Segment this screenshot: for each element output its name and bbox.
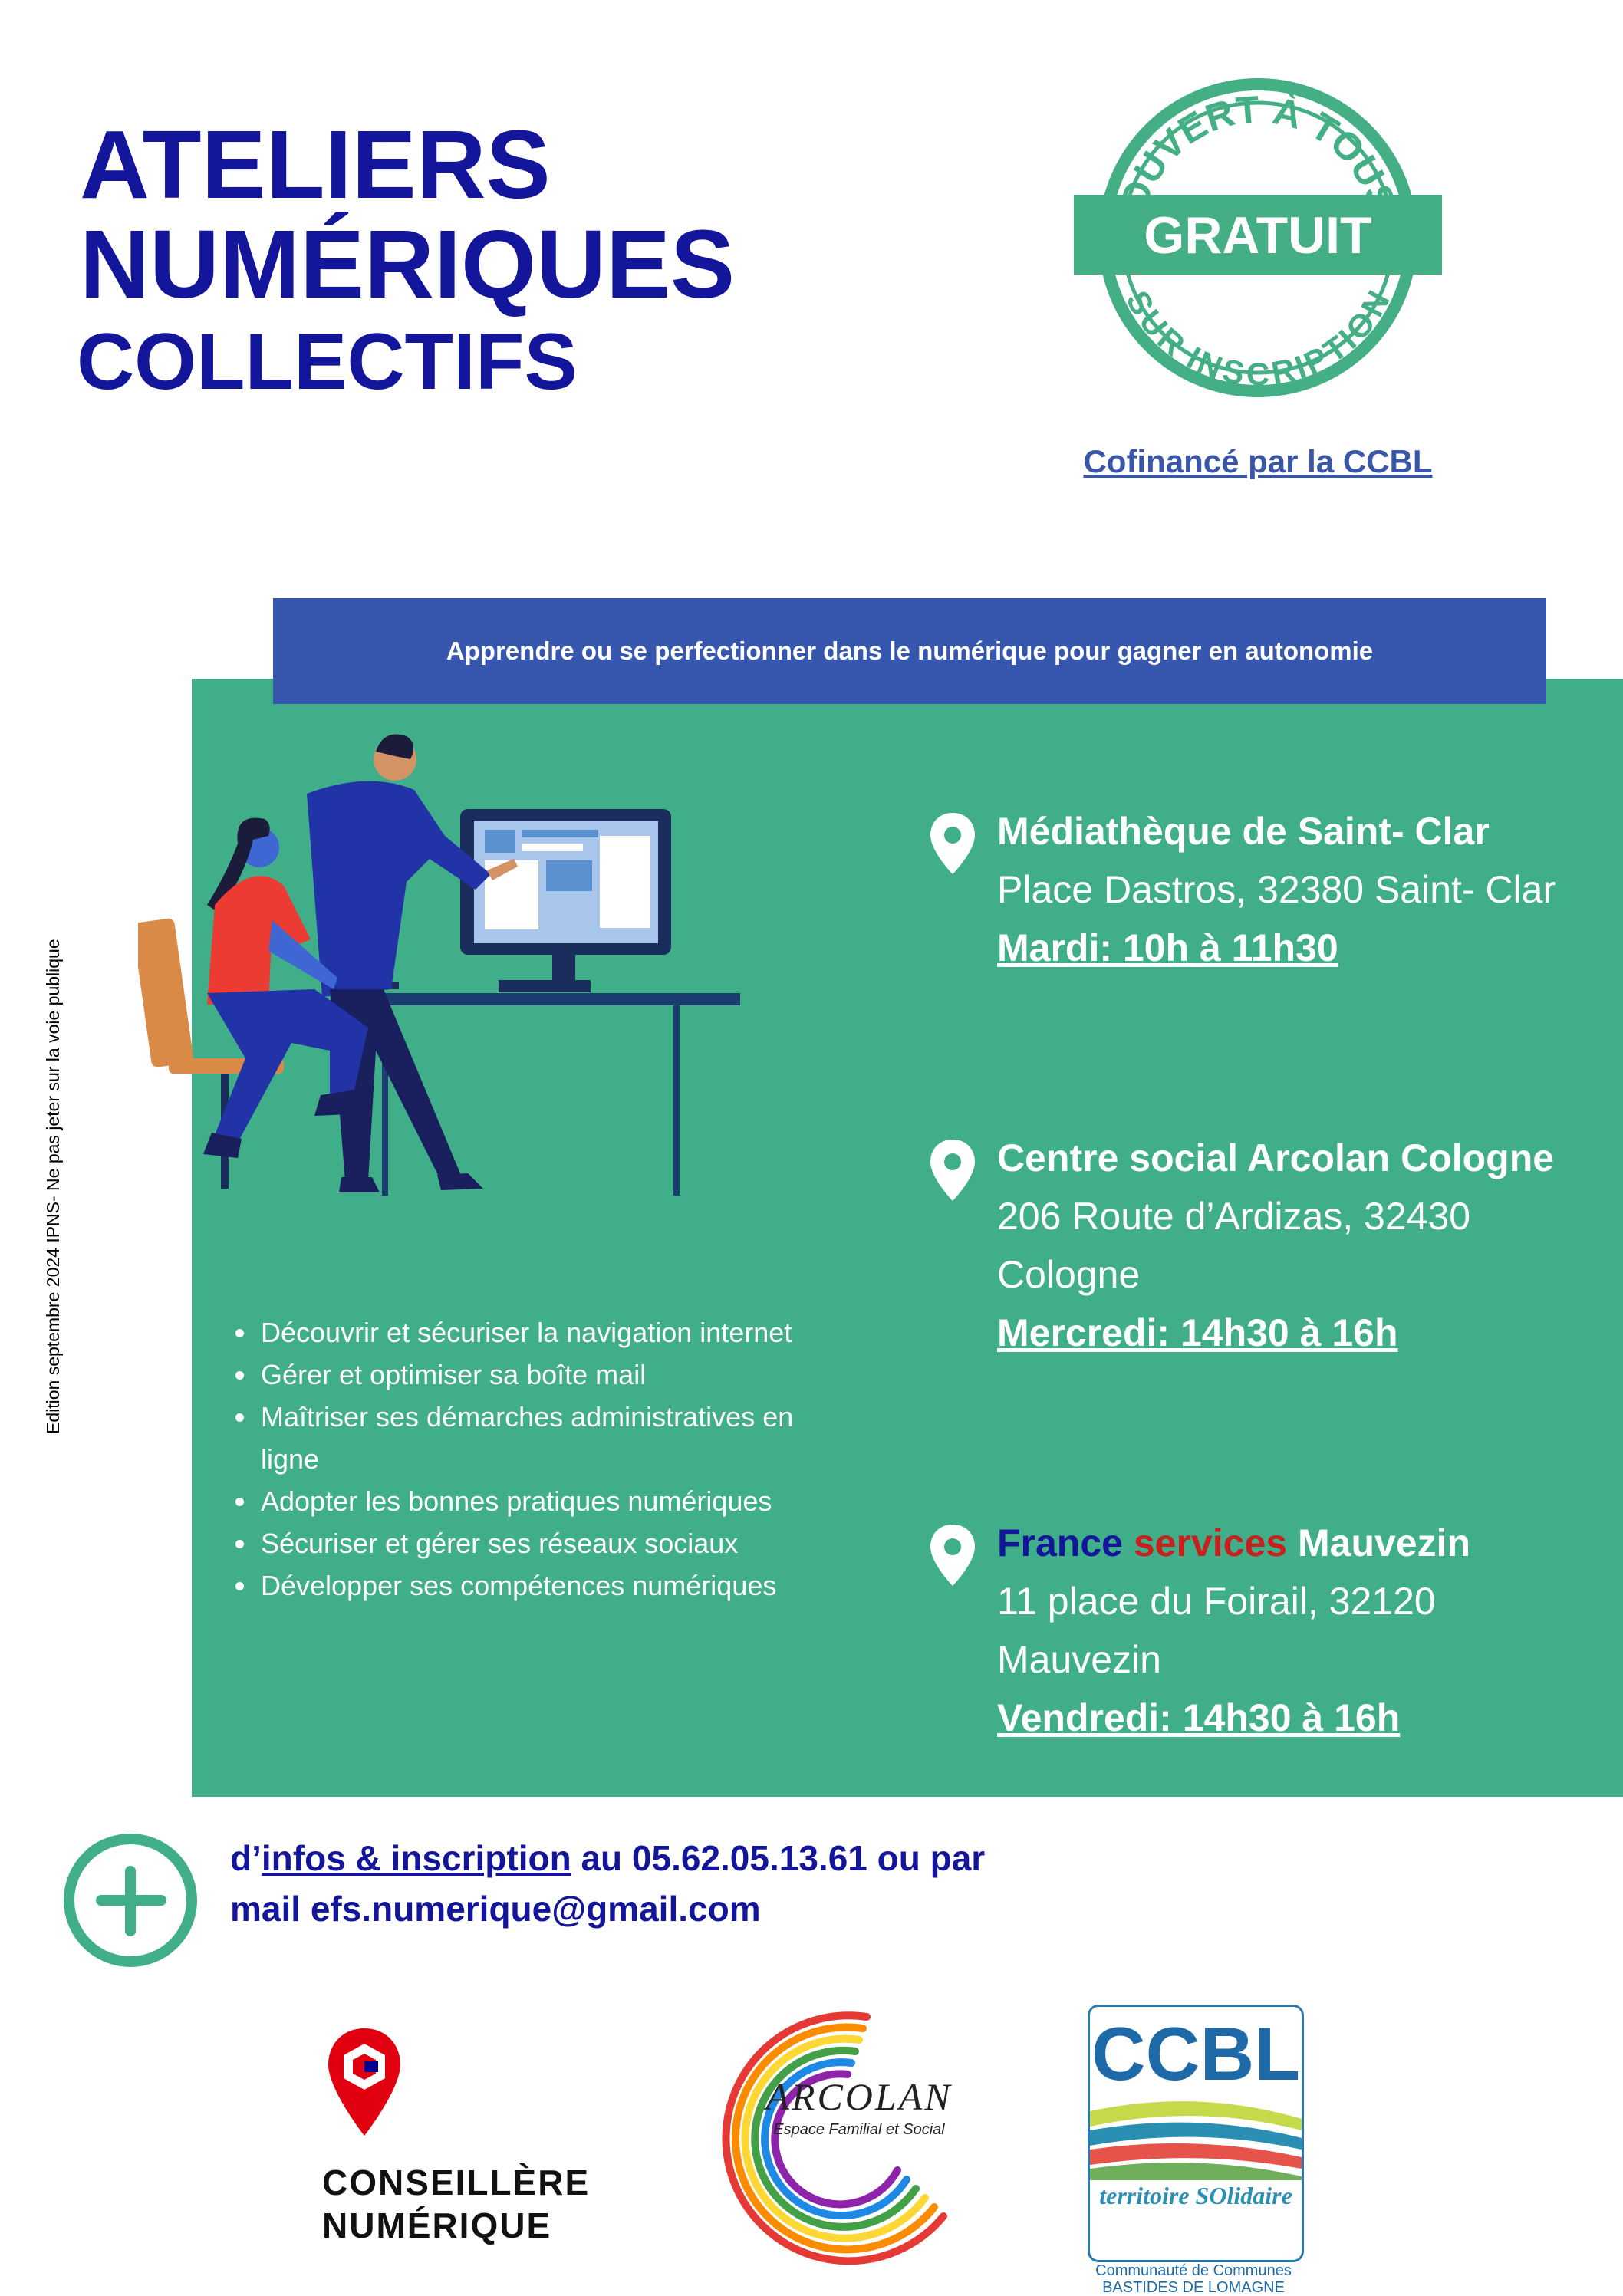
contact-email[interactable]: mail efs.numerique@gmail.com — [230, 1889, 761, 1929]
list-item: • Découvrir et sécuriser la navigation internet — [258, 1311, 795, 1354]
title-line-1: ATELIERS — [80, 110, 551, 219]
fields-icon — [1090, 2096, 1302, 2180]
list-item: • Adopter les bonnes pratiques numériques — [258, 1480, 795, 1522]
ccbl-caption-line: Communauté de Communes — [1095, 2262, 1292, 2279]
contact-phone: au 05.62.05.13.61 ou par — [571, 1838, 986, 1878]
arcolan-name: ARCOLAN — [765, 2075, 953, 2118]
list-item: • Gérer et optimiser sa boîte mail — [258, 1354, 795, 1396]
conseillere-pin-logo-icon — [322, 2025, 407, 2140]
location-address: Place Dastros, 32380 Saint- Clar — [997, 868, 1556, 911]
location-name: Médiathèque de Saint- Clar — [997, 810, 1490, 853]
location-mauvezin — [997, 1514, 1470, 1747]
location-schedule: Mardi: 10h à 11h30 — [997, 926, 1338, 969]
location-address: 11 place du Foirail, 32120 — [997, 1580, 1436, 1623]
ccbl-name: CCBL — [1091, 2011, 1301, 2096]
feature-list — [230, 1311, 795, 1607]
ccbl-logo — [1088, 2005, 1304, 2262]
ccbl-slogan: territoire SOlidaire — [1099, 2182, 1292, 2209]
banner-tagline: Apprendre ou se perfectionner dans le numérique pour gagner en autonomie — [273, 598, 1546, 704]
title-line-2: NUMÉRIQUES — [80, 210, 736, 318]
location-saint-clar — [997, 802, 1556, 977]
contact-prefix: d’ — [230, 1838, 262, 1878]
location-pin-icon — [928, 1523, 977, 1587]
cofinance-link[interactable]: Cofinancé par la CCBL — [1083, 443, 1433, 479]
name-france: France — [997, 1521, 1123, 1564]
location-name — [997, 1514, 1470, 1572]
contact-info — [230, 1833, 1151, 1934]
location-schedule: Mercredi: 14h30 à 16h — [997, 1311, 1398, 1354]
location-pin-icon — [928, 1138, 977, 1202]
location-address: 206 Route d’Ardizas, 32430 — [997, 1195, 1471, 1238]
list-item: • Développer ses compétences numériques — [258, 1564, 795, 1607]
ccbl-caption-line: BASTIDES DE LOMAGNE — [1102, 2279, 1285, 2296]
stamp-center-text: GRATUIT — [1144, 206, 1372, 265]
name-town: Mauvezin — [1297, 1521, 1471, 1564]
title-line-3: COLLECTIFS — [77, 317, 578, 406]
arcolan-tagline: Espace Familial et Social — [773, 2121, 945, 2138]
edition-note: Edition septembre 2024 IPNS- Ne pas jeter sur la voie publique — [43, 939, 63, 1434]
ccbl-caption — [1074, 2262, 1313, 2296]
location-schedule: Vendredi: 14h30 à 16h — [997, 1696, 1401, 1739]
stamp-bottom-text: SUR INSCRIPTION — [1118, 285, 1397, 393]
location-name: Centre social Arcolan Cologne — [997, 1136, 1555, 1179]
name-services: services — [1133, 1521, 1288, 1564]
arcolan-rainbow-logo-icon — [706, 2002, 989, 2285]
stamp-top-text: UVERT À TOU — [1125, 87, 1394, 195]
location-cologne — [997, 1129, 1554, 1362]
list-item: • Sécuriser et gérer ses réseaux sociaux — [258, 1522, 795, 1564]
conseillere-logo — [322, 2161, 590, 2247]
people-computer-illustration — [138, 729, 752, 1250]
logo-line: NUMÉRIQUE — [322, 2206, 552, 2245]
plus-circle-icon — [54, 1824, 207, 1977]
list-item: • Maîtriser ses démarches administratives en ligne — [258, 1396, 795, 1480]
infos-inscription-link[interactable]: infos & inscription — [261, 1838, 571, 1878]
location-address: Cologne — [997, 1253, 1141, 1296]
logo-line: CONSEILLÈRE — [322, 2163, 591, 2202]
svg-text:SUR INSCRIPTION — [1119, 285, 1397, 393]
location-pin-icon — [928, 811, 977, 876]
free-stamp — [1066, 71, 1450, 408]
location-address: Mauvezin — [997, 1638, 1161, 1681]
